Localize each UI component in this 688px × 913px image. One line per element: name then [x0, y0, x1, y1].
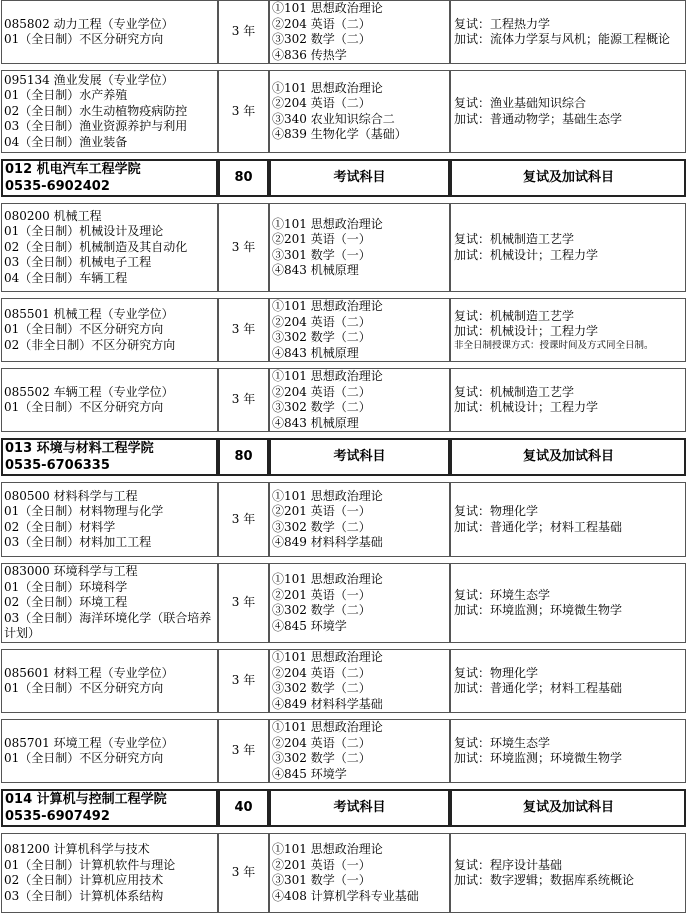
program-title: 085802 动力工程（专业学位） — [4, 16, 174, 31]
program-cell — [1, 0, 218, 64]
college-phone: 0535-6902402 — [5, 179, 110, 194]
program-direction: 02（全日制）水生动植物疫病防控 — [4, 103, 188, 118]
exam-subject: ①101 思想政治理论 — [272, 80, 383, 95]
program-direction: 01（全日制）不区分研究方向 — [4, 751, 164, 765]
retest-subjects-header: 复试及加试科目 — [450, 789, 686, 827]
retest-subjects — [450, 563, 686, 643]
retest-subject: 加试：普通化学；材料工程基础 — [454, 519, 623, 534]
program-years: 3 年 — [218, 482, 269, 557]
program-cell — [1, 298, 218, 362]
program-direction: 02（全日制）计算机应用技术 — [4, 873, 164, 887]
program-title: 085701 环境工程（专业学位） — [4, 735, 174, 750]
college-cell — [1, 159, 218, 197]
program-years: 3 年 — [218, 563, 269, 643]
retest-subject: 复试：机械制造工艺学 — [454, 308, 575, 323]
retest-subject: 复试：工程热力学 — [454, 16, 551, 31]
exam-subject: ②204 英语（二） — [272, 314, 371, 329]
program-direction: 01（全日制）不区分研究方向 — [4, 32, 164, 46]
program-cell — [1, 719, 218, 783]
program-row — [1, 563, 686, 643]
admissions-table — [1, 0, 686, 913]
program-title: 085502 车辆工程（专业学位） — [4, 384, 174, 399]
exam-subject: ④845 环境学 — [272, 766, 347, 781]
program-direction: 03（全日制）材料加工工程 — [4, 535, 152, 549]
college-name: 013 环境与材料工程学院 — [5, 441, 154, 456]
program-direction: 04（全日制）渔业装备 — [4, 134, 128, 149]
program-row — [1, 649, 686, 713]
college-quota: 40 — [218, 789, 269, 827]
retest-subject: 加试：环境监测；环境微生物学 — [454, 751, 623, 765]
program-direction: 01（全日制）计算机软件与理论 — [4, 857, 176, 872]
exam-subject: ①101 思想政治理论 — [272, 720, 383, 734]
exam-subject: ④843 机械原理 — [272, 415, 359, 430]
program-direction: 03（全日制）海洋环境化学（联合培养计划） — [4, 610, 212, 641]
program-years: 3 年 — [218, 70, 269, 153]
retest-subjects — [450, 719, 686, 783]
college-phone: 0535-6907492 — [5, 809, 110, 824]
exam-subject: ③340 农业知识综合二 — [272, 111, 395, 126]
program-row — [1, 719, 686, 783]
program-years: 3 年 — [218, 298, 269, 362]
exam-subject: ①101 思想政治理论 — [272, 369, 383, 383]
exam-subjects-header: 考试科目 — [269, 789, 450, 827]
exam-subject: ③302 数学（二） — [272, 603, 371, 617]
retest-subject: 加试：机械设计；工程力学 — [454, 400, 599, 414]
program-cell — [1, 833, 218, 913]
exam-subject: ③302 数学（二） — [272, 751, 371, 765]
retest-subject: 复试：环境生态学 — [454, 735, 551, 750]
exam-subjects — [269, 833, 450, 913]
retest-subject: 加试：环境监测；环境微生物学 — [454, 603, 623, 617]
exam-subject: ①101 思想政治理论 — [272, 650, 383, 664]
retest-subject: 复试：渔业基础知识综合 — [454, 96, 587, 110]
college-name: 014 计算机与控制工程学院 — [5, 792, 167, 807]
retest-subject: 复试：程序设计基础 — [454, 857, 563, 872]
retest-subject: 加试：普通化学；材料工程基础 — [454, 681, 623, 695]
exam-subject: ④849 材料科学基础 — [272, 535, 383, 549]
exam-subject: ④836 传热学 — [272, 47, 347, 62]
college-header-row — [1, 789, 686, 827]
program-direction: 03（全日制）机械电子工程 — [4, 255, 152, 270]
exam-subject: ②201 英语（一） — [272, 587, 371, 602]
retest-subjects — [450, 0, 686, 64]
exam-subject: ②201 英语（一） — [272, 504, 371, 518]
exam-subjects — [269, 719, 450, 783]
exam-subjects-header: 考试科目 — [269, 159, 450, 197]
exam-subject: ①101 思想政治理论 — [272, 488, 383, 503]
program-cell — [1, 368, 218, 432]
exam-subject: ④843 机械原理 — [272, 345, 359, 360]
retest-subjects — [450, 298, 686, 362]
program-row — [1, 482, 686, 557]
retest-subject: 加试：机械设计；工程力学 — [454, 324, 599, 338]
program-direction: 03（全日制）计算机体系结构 — [4, 888, 164, 903]
retest-subject: 加试：机械设计；工程力学 — [454, 247, 599, 262]
program-row — [1, 298, 686, 362]
retest-subjects — [450, 833, 686, 913]
exam-subjects — [269, 563, 450, 643]
college-cell — [1, 789, 218, 827]
program-cell — [1, 70, 218, 153]
exam-subject: ④849 材料科学基础 — [272, 696, 383, 711]
program-row — [1, 0, 686, 64]
exam-subject: ③302 数学（二） — [272, 32, 371, 46]
college-quota: 80 — [218, 159, 269, 197]
retest-subjects-header: 复试及加试科目 — [450, 159, 686, 197]
program-years: 3 年 — [218, 203, 269, 292]
program-years: 3 年 — [218, 368, 269, 432]
exam-subjects — [269, 649, 450, 713]
program-title: 085501 机械工程（专业学位） — [4, 306, 174, 321]
program-direction: 03（全日制）渔业资源养护与利用 — [4, 119, 188, 134]
program-cell — [1, 482, 218, 557]
retest-subjects — [450, 482, 686, 557]
exam-subject: ②201 英语（一） — [272, 232, 371, 246]
program-cell — [1, 563, 218, 643]
program-direction: 02（非全日制）不区分研究方向 — [4, 337, 176, 352]
college-name: 012 机电汽车工程学院 — [5, 162, 141, 177]
program-years: 3 年 — [218, 0, 269, 64]
exam-subject: ②201 英语（一） — [272, 857, 371, 872]
program-direction: 01（全日制）不区分研究方向 — [4, 400, 164, 414]
exam-subject: ①101 思想政治理论 — [272, 299, 383, 313]
exam-subjects — [269, 298, 450, 362]
exam-subject: ①101 思想政治理论 — [272, 842, 383, 856]
program-direction: 01（全日制）不区分研究方向 — [4, 322, 164, 337]
program-title: 083000 环境科学与工程 — [4, 564, 138, 579]
retest-subjects — [450, 649, 686, 713]
college-quota: 80 — [218, 438, 269, 476]
exam-subject: ①101 思想政治理论 — [272, 1, 383, 15]
exam-subject: ②204 英语（二） — [272, 665, 371, 680]
exam-subject: ④845 环境学 — [272, 618, 347, 633]
retest-subjects — [450, 70, 686, 153]
program-direction: 02（全日制）机械制造及其自动化 — [4, 239, 188, 254]
program-direction: 04（全日制）车辆工程 — [4, 270, 128, 285]
retest-subjects — [450, 203, 686, 292]
program-direction: 01（全日制）材料物理与化学 — [4, 504, 164, 518]
exam-subject: ③302 数学（二） — [272, 330, 371, 344]
exam-subject: ④408 计算机学科专业基础 — [272, 888, 419, 903]
exam-subject: ③302 数学（二） — [272, 681, 371, 695]
program-direction: 02（全日制）材料学 — [4, 519, 116, 534]
exam-subject: ③302 数学（二） — [272, 400, 371, 414]
retest-subject: 复试：机械制造工艺学 — [454, 232, 575, 246]
exam-subject: ④843 机械原理 — [272, 263, 359, 277]
program-row — [1, 70, 686, 153]
exam-subjects-header: 考试科目 — [269, 438, 450, 476]
exam-subject: ①101 思想政治理论 — [272, 572, 383, 586]
retest-subject: 复试：机械制造工艺学 — [454, 384, 575, 399]
exam-subject: ③301 数学（一） — [272, 873, 371, 887]
program-title: 080500 材料科学与工程 — [4, 488, 138, 503]
program-direction: 01（全日制）环境科学 — [4, 579, 128, 594]
program-direction: 02（全日制）环境工程 — [4, 595, 128, 610]
college-cell — [1, 438, 218, 476]
exam-subjects — [269, 70, 450, 153]
college-phone: 0535-6706335 — [5, 458, 110, 473]
exam-subject: ②204 英语（二） — [272, 735, 371, 750]
exam-subject: ②204 英语（二） — [272, 384, 371, 399]
exam-subject: ②204 英语（二） — [272, 96, 371, 110]
exam-subject: ②204 英语（二） — [272, 16, 371, 31]
program-cell — [1, 203, 218, 292]
program-note: 非全日制授课方式：授课时间及方式同全日制。 — [454, 339, 654, 351]
exam-subject: ③302 数学（二） — [272, 519, 371, 534]
program-years: 3 年 — [218, 649, 269, 713]
exam-subjects — [269, 368, 450, 432]
program-years: 3 年 — [218, 833, 269, 913]
retest-subject: 复试：环境生态学 — [454, 587, 551, 602]
exam-subject: ④839 生物化学（基础） — [272, 127, 407, 141]
retest-subject: 加试：普通动物学；基础生态学 — [454, 111, 623, 126]
retest-subject: 复试：物理化学 — [454, 665, 539, 680]
retest-subject: 复试：物理化学 — [454, 504, 539, 518]
exam-subjects — [269, 0, 450, 64]
program-direction: 01（全日制）不区分研究方向 — [4, 681, 164, 695]
program-years: 3 年 — [218, 719, 269, 783]
program-direction: 01（全日制）机械设计及理论 — [4, 224, 164, 239]
retest-subjects-header: 复试及加试科目 — [450, 438, 686, 476]
program-row — [1, 368, 686, 432]
program-title: 080200 机械工程 — [4, 208, 102, 223]
college-header-row — [1, 438, 686, 476]
college-header-row — [1, 159, 686, 197]
program-direction: 01（全日制）水产养殖 — [4, 88, 128, 103]
exam-subjects — [269, 482, 450, 557]
exam-subject: ③301 数学（一） — [272, 247, 371, 262]
program-title: 085601 材料工程（专业学位） — [4, 665, 174, 680]
program-title: 081200 计算机科学与技术 — [4, 842, 150, 856]
retest-subjects — [450, 368, 686, 432]
exam-subjects — [269, 203, 450, 292]
program-title: 095134 渔业发展（专业学位） — [4, 72, 174, 87]
program-row — [1, 203, 686, 292]
exam-subject: ①101 思想政治理论 — [272, 216, 383, 231]
retest-subject: 加试：数字逻辑；数据库系统概论 — [454, 873, 635, 887]
program-row — [1, 833, 686, 913]
retest-subject: 加试：流体力学泵与风机；能源工程概论 — [454, 32, 671, 46]
program-cell — [1, 649, 218, 713]
